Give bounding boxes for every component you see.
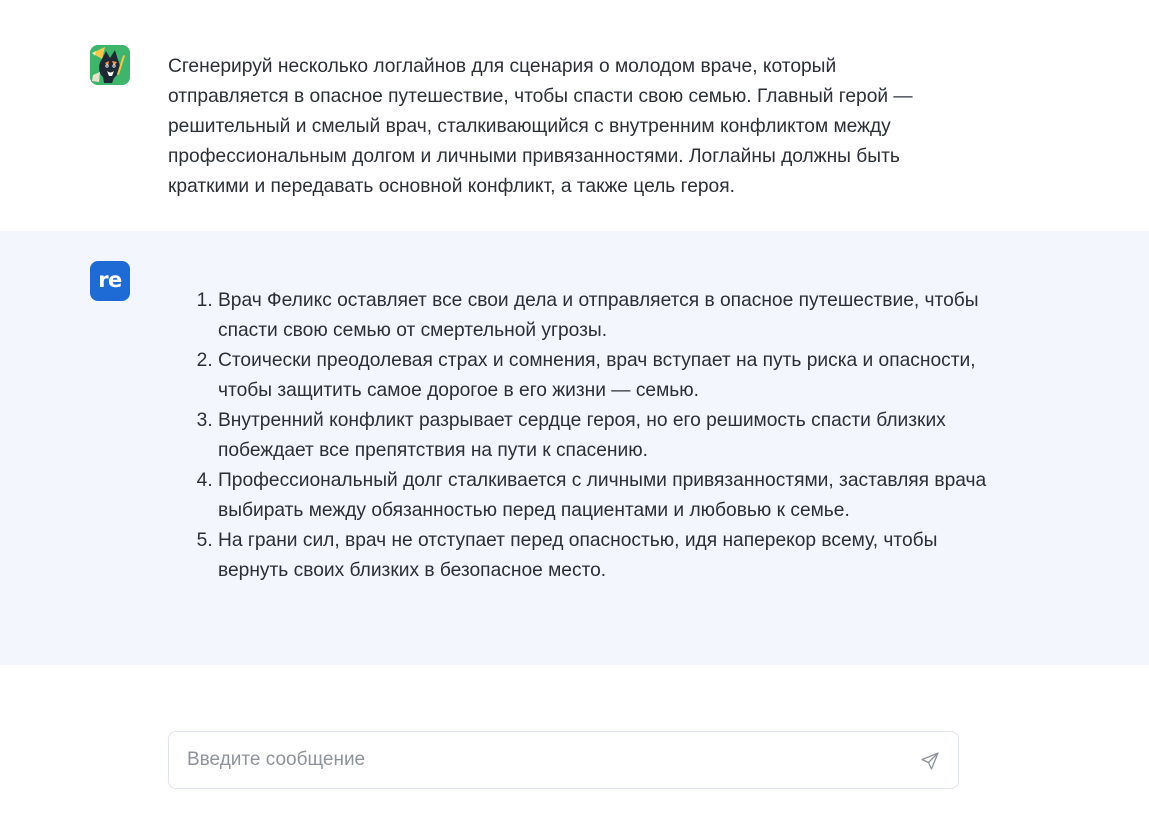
user-message-text: Сгенерируй несколько логлайнов для сценария о молодом враче, который отправляется в опасное путешествие, чтобы спасти свою семью. Главный герой — решительный и смелый врач, сталкивающийся с внутренним конфликтом между профессиональным долгом и личными привязанностями. Логлайны должны быть краткими и передавать основной конфликт, а также цель героя.: [168, 56, 913, 197]
send-button[interactable]: [920, 751, 940, 771]
send-icon: [920, 751, 940, 771]
list-item: 1. Врач Феликс оставляет все свои дела и отправляется в опасное путешествие, чтобы спасти свою семью от смертельной угрозы.: [218, 286, 988, 346]
list-item: 4. Профессиональный долг сталкивается с личными привязанностями, заставляя врача выбирать между обязанностью перед пациентами и любовью к семье.: [218, 466, 988, 526]
list-item: 2. Стоически преодолевая страх и сомнения, врач вступает на путь риска и опасности, чтобы защитить самое дорогое в его жизни — семью.: [218, 346, 988, 406]
message-composer: [168, 731, 959, 789]
assistant-message: [0, 231, 1149, 665]
assistant-logo-icon: [90, 261, 130, 301]
message-input[interactable]: [187, 732, 887, 788]
list-item: 5. На грани сил, врач не отступает перед опасностью, идя наперекор всему, чтобы вернуть своих близких в безопасное место.: [218, 526, 988, 586]
user-message: [0, 0, 1149, 231]
loglines-list: [168, 286, 988, 586]
list-item: 3. Внутренний конфликт разрывает сердце героя, но его решимость спасти близких побеждает все препятствия на пути к спасению.: [218, 406, 988, 466]
cat-avatar-icon: [90, 45, 130, 85]
assistant-logo-text: re: [98, 267, 122, 292]
